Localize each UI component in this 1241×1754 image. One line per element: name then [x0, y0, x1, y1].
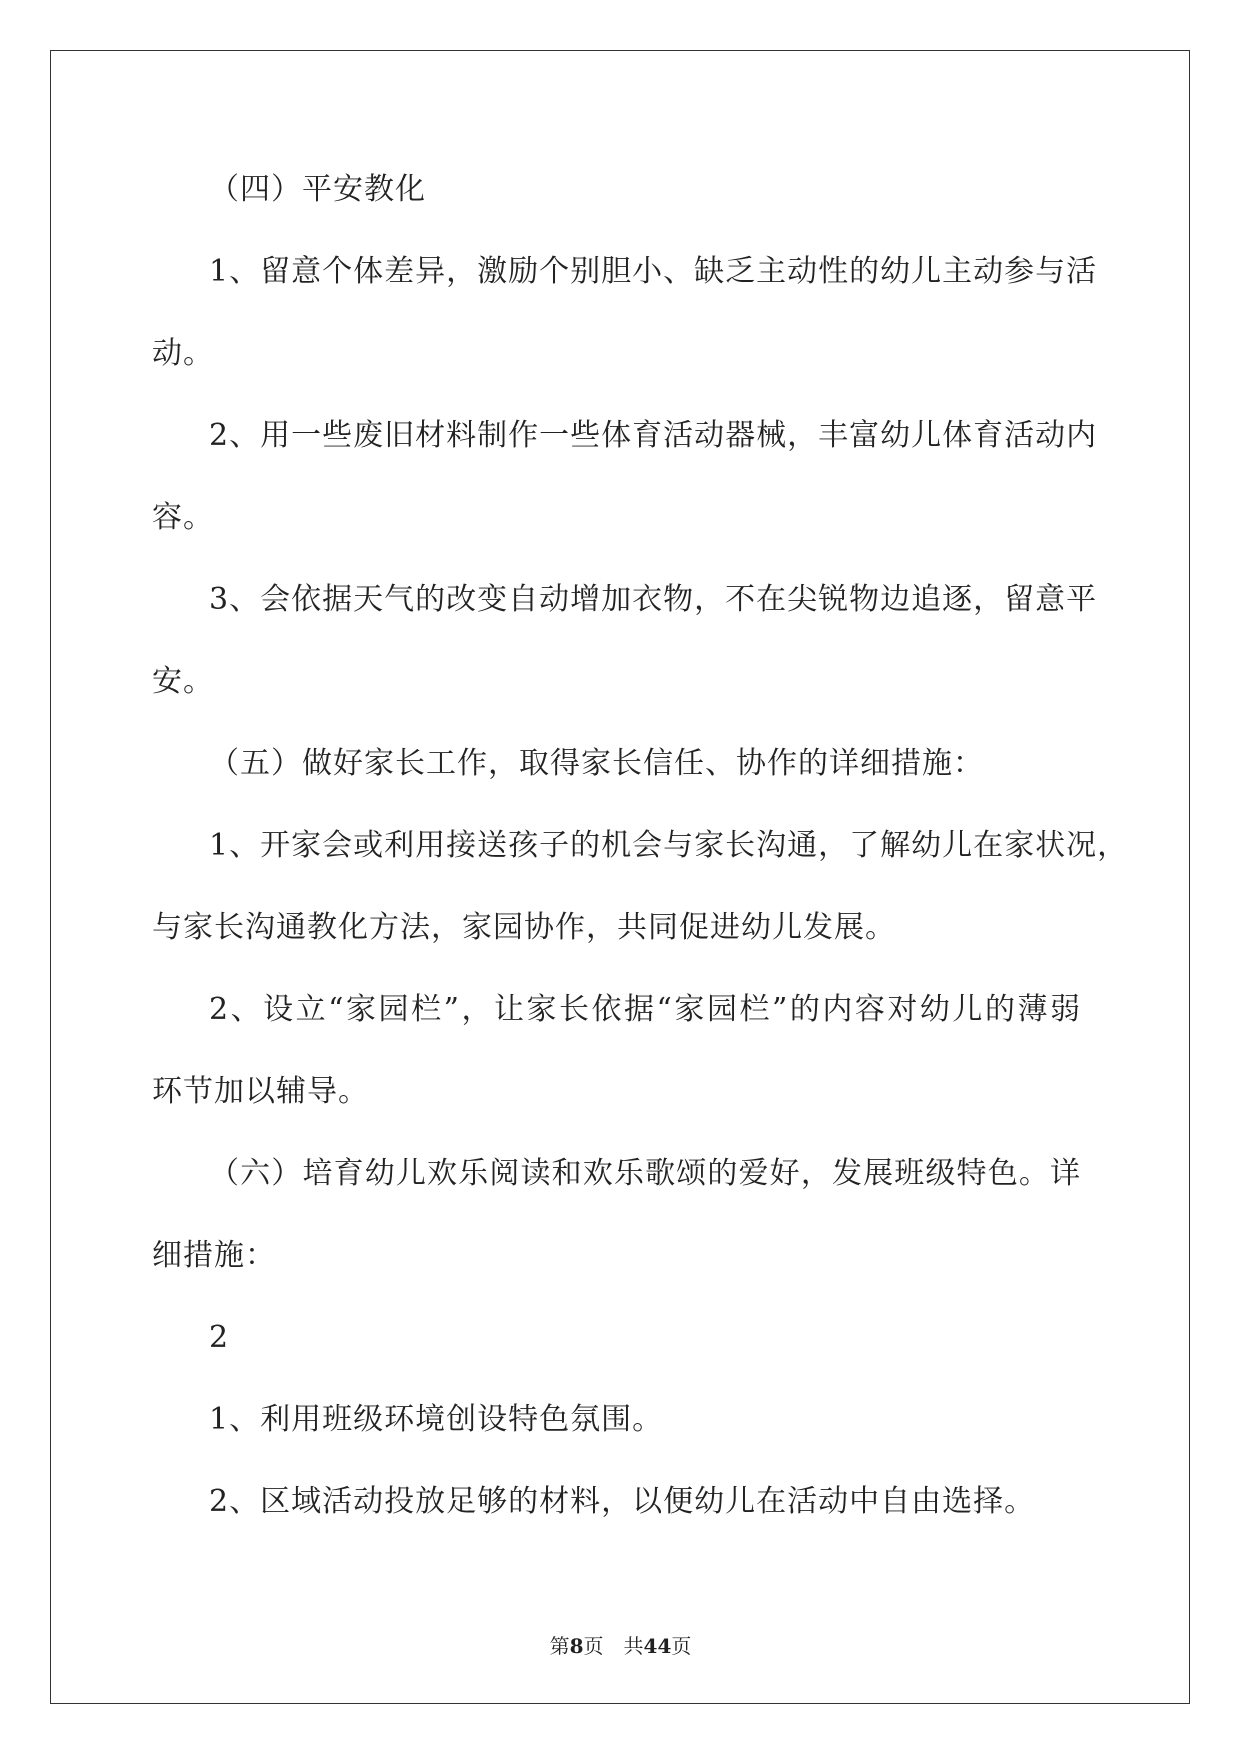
- paragraph-line: 2、用一些废旧材料制作一些体育活动器械，丰富幼儿体育活动内: [209, 418, 1098, 453]
- paragraph-line: 细措施：: [152, 1238, 276, 1273]
- paragraph-line: 1、开家会或利用接送孩子的机会与家长沟通，了解幼儿在家状况，: [209, 828, 1129, 863]
- paragraph-line: 与家长沟通教化方法，家园协作，共同促进幼儿发展。: [152, 910, 896, 945]
- paragraph-line: 2、区域活动投放足够的材料，以便幼儿在活动中自由选择。: [209, 1484, 1036, 1519]
- footer-total-pages: 44: [643, 1634, 672, 1658]
- paragraph-line: 动。: [152, 336, 214, 371]
- page-footer: [0, 1634, 1241, 1658]
- footer-page-suffix: 页: [583, 1634, 604, 1658]
- paragraph-line: 2: [209, 1320, 230, 1355]
- section-heading-5: （五）做好家长工作，取得家长信任、协作的详细措施：: [209, 746, 984, 781]
- footer-prefix: 第: [549, 1634, 570, 1658]
- paragraph-line: 安。: [152, 664, 214, 699]
- footer-page-number: 8: [569, 1634, 584, 1658]
- footer-total-prefix: 共: [623, 1634, 644, 1658]
- paragraph-line: 3、会依据天气的改变自动增加衣物，不在尖锐物边追逐，留意平: [209, 582, 1098, 617]
- section-heading-6: （六）培育幼儿欢乐阅读和欢乐歌颂的爱好，发展班级特色。详: [209, 1156, 1081, 1191]
- page-border: [50, 50, 1190, 1704]
- paragraph-line: 环节加以辅导。: [152, 1074, 369, 1109]
- section-heading-4: （四）平安教化: [209, 172, 426, 207]
- paragraph-line: 2、设立“家园栏”，让家长依据“家园栏”的内容对幼儿的薄弱: [209, 992, 1081, 1027]
- paragraph-line: 容。: [152, 500, 214, 535]
- footer-total-suffix: 页: [671, 1634, 692, 1658]
- paragraph-line: 1、留意个体差异，激励个别胆小、缺乏主动性的幼儿主动参与活: [209, 254, 1098, 289]
- paragraph-line: 1、利用班级环境创设特色氛围。: [209, 1402, 664, 1437]
